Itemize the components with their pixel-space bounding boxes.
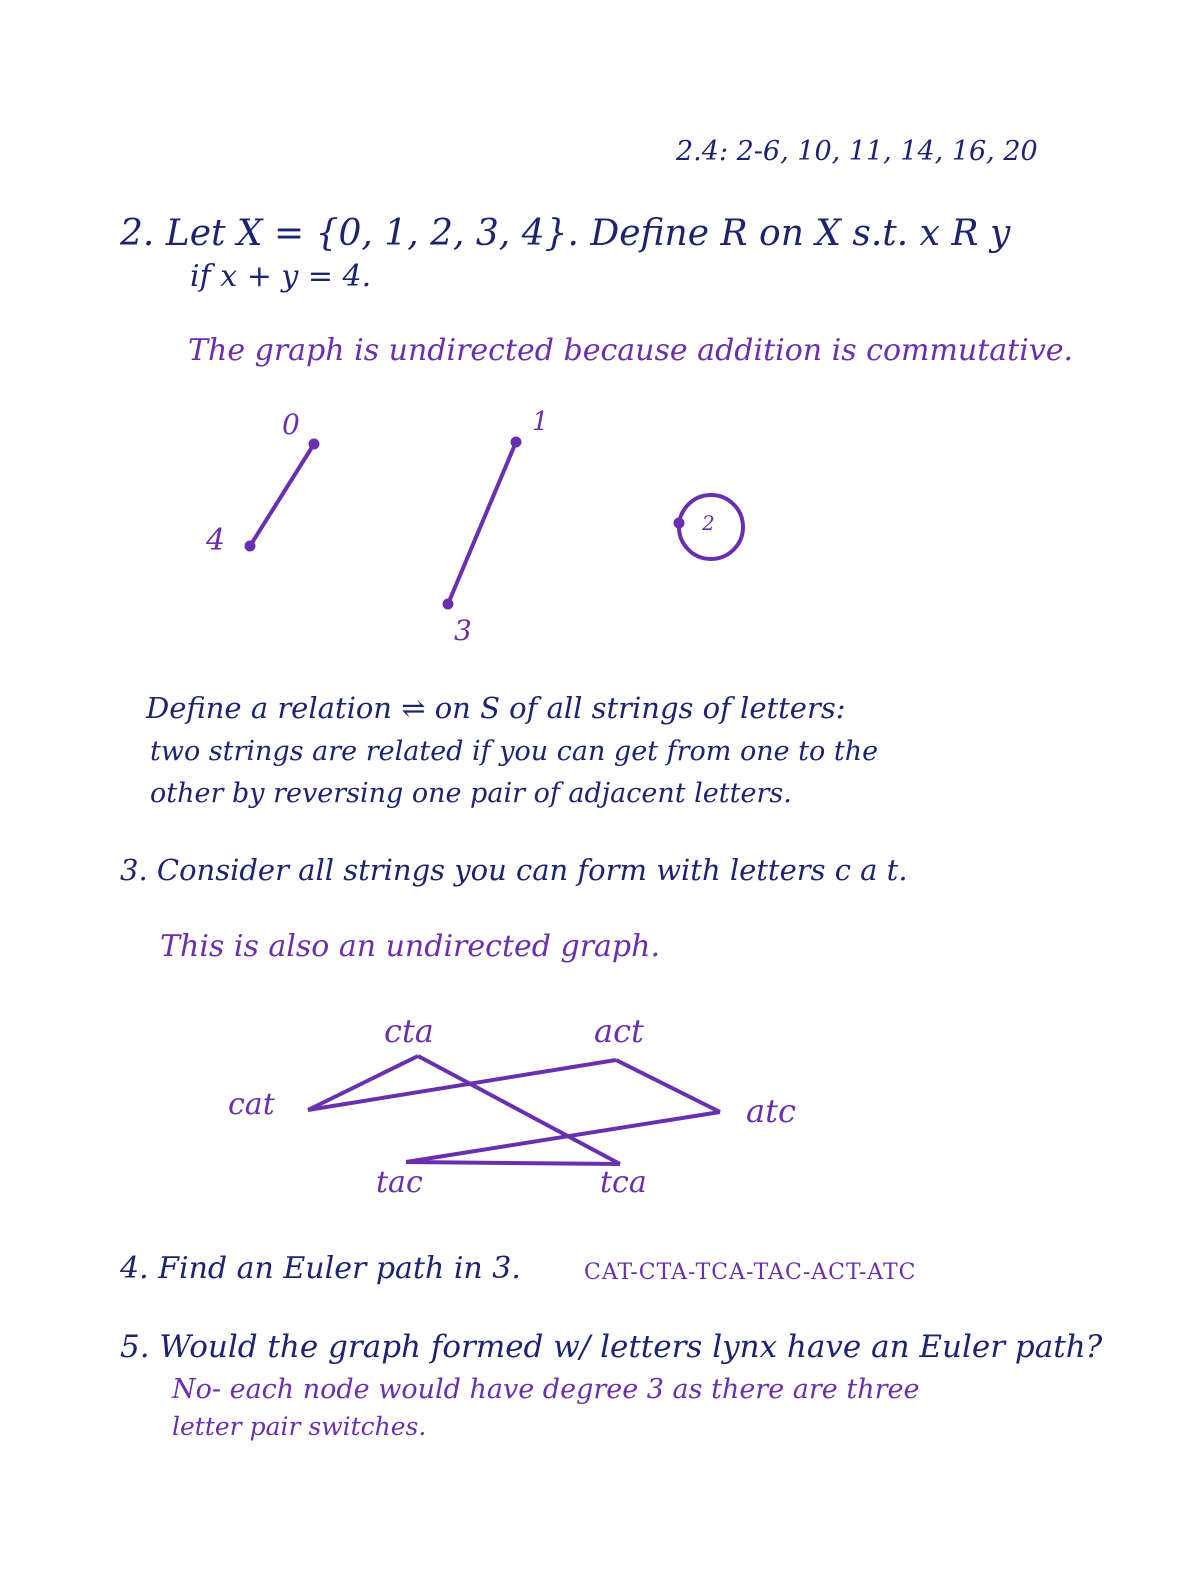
problem-3-answer: This is also an undirected graph. xyxy=(160,929,660,964)
relation-graph-x xyxy=(205,407,743,647)
problem-5-statement: 5. Would the graph formed w/ letters lynx have an Euler path? xyxy=(120,1329,1103,1365)
node-label-act: act xyxy=(594,1012,644,1050)
node-dot-1 xyxy=(511,437,521,447)
node-label-cat: cat xyxy=(228,1087,275,1122)
node-label-2: 2 xyxy=(702,511,715,535)
problem-4-statement: 4. Find an Euler path in 3. xyxy=(120,1251,521,1286)
node-label-atc: atc xyxy=(746,1092,796,1130)
problem-2-statement-line-2: if x + y = 4. xyxy=(190,259,372,294)
problem-3-statement: 3. Consider all strings you can form with letters c a t. xyxy=(120,853,908,887)
edge-cat-act xyxy=(308,1060,616,1110)
node-label-1: 1 xyxy=(532,407,549,437)
node-dot-3 xyxy=(443,599,453,609)
definition-line-3: other by reversing one pair of adjacent letters. xyxy=(150,778,792,809)
problem-5-answer-line-1: No- each node would have degree 3 as there are three xyxy=(172,1374,920,1405)
node-dot-0 xyxy=(309,439,319,449)
assignment-header: 2.4: 2-6, 10, 11, 14, 16, 20 xyxy=(676,136,1038,167)
node-dot-4 xyxy=(245,541,255,551)
problem-2-answer: The graph is undirected because addition is commutative. xyxy=(188,333,1074,368)
problem-5-answer-line-2: letter pair switches. xyxy=(172,1412,427,1441)
node-label-cta: cta xyxy=(384,1012,434,1050)
edge-atc-tac xyxy=(406,1112,720,1162)
node-label-tac: tac xyxy=(376,1165,423,1200)
node-label-4: 4 xyxy=(206,523,226,558)
definition-line-1: Define a relation ⇌ on S of all strings of letters: xyxy=(146,691,846,725)
node-label-tca: tca xyxy=(600,1165,647,1200)
string-graph-cat xyxy=(228,1012,796,1200)
edge-0-4 xyxy=(250,444,314,546)
edge-cta-tca xyxy=(418,1056,620,1164)
node-label-0: 0 xyxy=(282,408,300,441)
edge-tac-tca xyxy=(406,1162,620,1164)
problem-4-answer: CAT-CTA-TCA-TAC-ACT-ATC xyxy=(584,1260,917,1285)
definition-line-2: two strings are related if you can get from one to the xyxy=(150,736,879,767)
node-label-3: 3 xyxy=(454,614,472,647)
edge-act-atc xyxy=(616,1060,720,1112)
problem-2-statement-line-1: 2. Let X = {0, 1, 2, 3, 4}. Define R on X s.t. x R y xyxy=(120,213,1011,254)
edge-1-3 xyxy=(448,442,516,604)
node-dot-2 xyxy=(674,518,684,528)
